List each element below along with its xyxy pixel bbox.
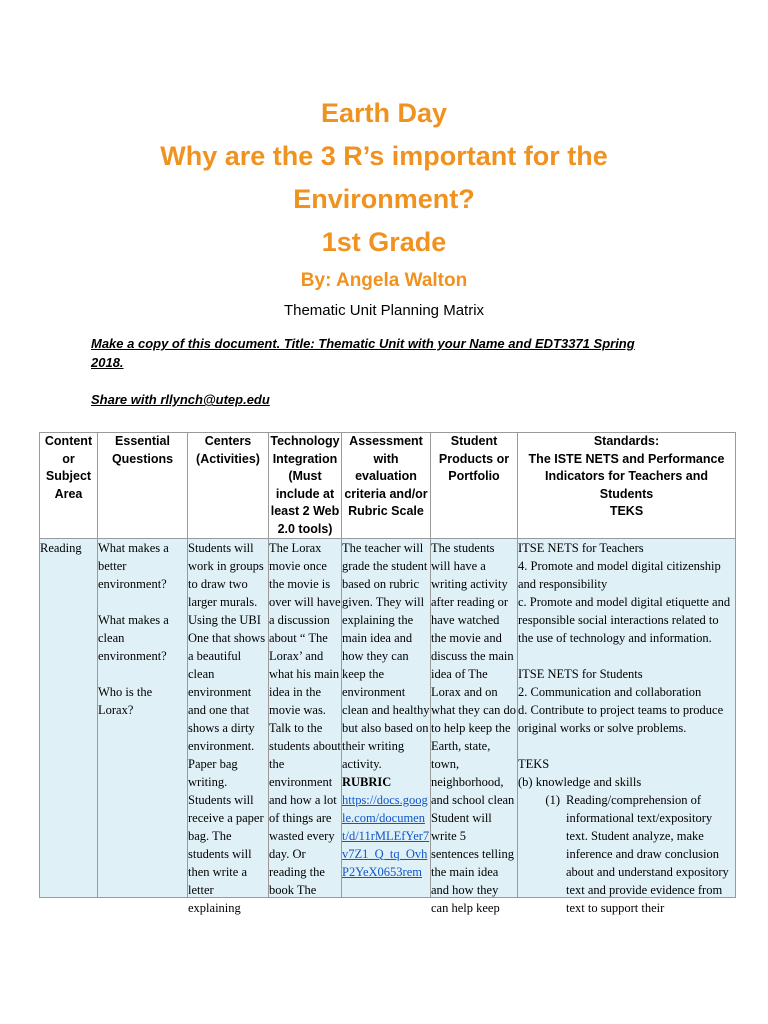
std-teachers-4: 4. Promote and model digital citizenship and responsibility xyxy=(518,559,721,591)
cell-standards xyxy=(518,539,736,915)
instructions xyxy=(91,334,691,372)
teks-item-1-text: Reading/comprehension of informational text/expository text. Student analyze, make inference and draw conclusion about and understand expository text and provide evidence from text to support their xyxy=(566,793,729,915)
author: By: Angela Walton xyxy=(300,270,468,291)
header-centers: Centers (Activities) xyxy=(188,433,269,539)
title-block xyxy=(0,92,768,322)
teks-list xyxy=(518,791,735,917)
teks-b: (b) knowledge and skills xyxy=(518,775,642,789)
assessment-text: The teacher will grade the student based on rubric given. They will explaining the main idea and how they can keep the environment clean and healthy but also based on their writing activity. xyxy=(342,541,430,771)
std-students-d: d. Contribute to project teams to produce original works or solve problems. xyxy=(518,703,724,735)
header-row xyxy=(40,433,736,539)
header-standards xyxy=(518,433,736,539)
instructions-line-2: 2018. xyxy=(91,355,124,370)
header-content: Content or Subject Area xyxy=(40,433,98,539)
header-standards-title: Standards: xyxy=(593,434,660,448)
products-text: The students will have a writing activity after reading or have watched the movie and discuss the main idea of The Lorax and on what they can do to help keep the Earth, state, town, neighborhood, and school clean Student will write 5 sentences telling the main idea and how they can help keep xyxy=(431,541,517,915)
header-products: Student Products or Portfolio xyxy=(431,433,518,539)
std-students-2: 2. Communication and collaboration xyxy=(518,685,702,699)
cell-products xyxy=(431,539,518,915)
question-1: What makes a better environment? xyxy=(98,541,169,591)
cell-centers xyxy=(188,539,269,915)
header-standards-teks: TEKS xyxy=(609,504,644,518)
teks-item-1 xyxy=(518,791,735,917)
title-line-4: 1st Grade xyxy=(321,227,447,257)
cell-questions xyxy=(98,539,188,898)
share-instruction: Share with rllynch@utep.edu xyxy=(91,392,270,407)
cell-assessment xyxy=(342,539,431,898)
question-2: What makes a clean environment? xyxy=(98,613,169,663)
title-line-1: Earth Day xyxy=(320,98,448,128)
centers-text: Students will work in groups to draw two larger murals. Using the UBI One that shows a beautiful clean environment and one that shows a dirty environment. Paper bag writing. Students will receive a paper bag. The students will then write a letter explaining xyxy=(188,541,266,915)
header-standards-iste: The ISTE NETS and Performance Indicators for Teachers and Students xyxy=(528,451,725,501)
question-3: Who is the Lorax? xyxy=(98,685,153,717)
rubric-link[interactable]: https://docs.google.com/document/d/11rMLEfYer7v7Z1_Q_tq_OvhP2YeX0653rem xyxy=(342,793,430,879)
cell-technology xyxy=(269,539,342,898)
cell-content xyxy=(40,539,98,898)
title-line-2: Why are the 3 R’s important for the xyxy=(160,141,608,171)
std-students-heading: ITSE NETS for Students xyxy=(518,667,643,681)
header-assessment: Assessment with evaluation criteria and/or Rubric Scale xyxy=(342,433,431,539)
technology-text: The Lorax movie once the movie is over will have a discussion about “ The Lorax’ and what his main idea in the movie was. Talk to the students about the environment and how a lot of things are wasted every day. Or reading the book The xyxy=(269,541,341,897)
teks-item-1-number: (1) xyxy=(545,793,560,807)
header-technology: Technology Integration (Must include at least 2 Web 2.0 tools) xyxy=(269,433,342,539)
header-questions: Essential Questions xyxy=(98,433,188,539)
title-line-3: Environment? xyxy=(293,184,475,214)
rubric-label: RUBRIC xyxy=(342,775,392,789)
subtitle: Thematic Unit Planning Matrix xyxy=(283,302,485,319)
std-teachers-c: c. Promote and model digital etiquette and responsible social interactions related to the use of technology and information. xyxy=(518,595,731,645)
std-teachers-heading: ITSE NETS for Teachers xyxy=(518,541,644,555)
instructions-line-1: Make a copy of this document. Title: Thematic Unit with your Name and EDT3371 Spring xyxy=(91,336,635,351)
teks-heading: TEKS xyxy=(518,757,550,771)
planning-matrix-table xyxy=(39,432,736,915)
content-area: Reading xyxy=(40,541,82,555)
reading-row xyxy=(40,539,736,898)
